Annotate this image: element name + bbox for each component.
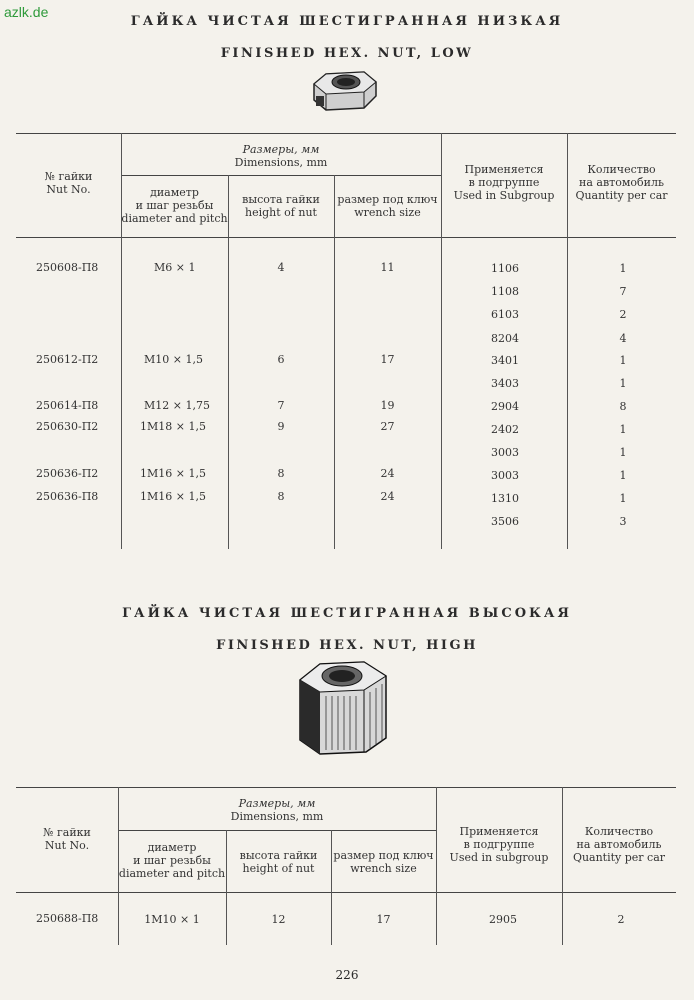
wrench-size: 19 bbox=[380, 399, 395, 412]
nut-number: 250688-П8 bbox=[36, 912, 99, 925]
quantity: 4 bbox=[619, 332, 627, 345]
subgroup: 6103 bbox=[491, 308, 519, 321]
nut-number: 250608-П8 bbox=[36, 261, 99, 274]
subgroup: 2402 bbox=[491, 423, 519, 436]
wrench-size: 24 bbox=[380, 467, 395, 480]
header-height: высота гайки height of nut bbox=[239, 849, 318, 875]
nut-height: 9 bbox=[277, 420, 285, 433]
subgroup: 3003 bbox=[491, 446, 519, 459]
header-wrench: размер под ключ wrench size bbox=[337, 193, 438, 219]
subgroup: 3401 bbox=[491, 354, 519, 367]
nut-height: 4 bbox=[277, 261, 285, 274]
wrench-size: 24 bbox=[380, 490, 395, 503]
quantity: 1 bbox=[619, 492, 627, 505]
header-used-in: Применяется в подгруппе Used in Subgroup bbox=[453, 163, 555, 202]
header-used-in: Применяется в подгруппе Used in subgroup bbox=[449, 825, 549, 864]
thread-size: M12 × 1,75 bbox=[144, 399, 210, 412]
nut-height: 8 bbox=[277, 467, 285, 480]
thread-size: 1M16 × 1,5 bbox=[140, 467, 206, 480]
subgroup: 3003 bbox=[491, 469, 519, 482]
header-dimensions: Размеры, мм Dimensions, mm bbox=[234, 143, 328, 169]
quantity: 1 bbox=[619, 446, 627, 459]
section1-title-ru: ГАЙКА ЧИСТАЯ ШЕСТИГРАННАЯ НИЗКАЯ bbox=[130, 14, 564, 29]
nut-number: 250636-П8 bbox=[36, 490, 99, 503]
subgroup: 1108 bbox=[491, 285, 519, 298]
subgroup: 8204 bbox=[491, 332, 519, 345]
header-quantity: Количество на автомобиль Quantity per car bbox=[575, 163, 668, 202]
quantity: 1 bbox=[619, 262, 627, 275]
quantity: 1 bbox=[619, 469, 627, 482]
section2-title-en: FINISHED HEX. NUT, HIGH bbox=[216, 638, 478, 653]
header-wrench: размер под ключ wrench size bbox=[333, 849, 434, 875]
header-nut-no: № гайки Nut No. bbox=[43, 826, 91, 852]
thread-size: M10 × 1,5 bbox=[144, 353, 203, 366]
quantity: 2 bbox=[619, 308, 627, 321]
nut-number: 250614-П8 bbox=[36, 399, 99, 412]
nut-number: 250636-П2 bbox=[36, 467, 99, 480]
thread-size: 1M16 × 1,5 bbox=[140, 490, 206, 503]
wrench-size: 27 bbox=[380, 420, 395, 433]
nut-height: 12 bbox=[271, 913, 286, 926]
quantity: 1 bbox=[619, 354, 627, 367]
wrench-size: 17 bbox=[376, 913, 391, 926]
low-nut-illustration bbox=[310, 66, 380, 116]
nut-number: 250612-П2 bbox=[36, 353, 99, 366]
watermark: azlk.de bbox=[4, 4, 49, 20]
subgroup: 1310 bbox=[491, 492, 519, 505]
thread-size: 1M10 × 1 bbox=[144, 913, 200, 926]
header-diameter: диаметр и шаг резьбы diameter and pitch bbox=[121, 186, 228, 225]
wrench-size: 17 bbox=[380, 353, 395, 366]
subgroup: 2905 bbox=[489, 913, 517, 926]
quantity: 8 bbox=[619, 400, 627, 413]
quantity: 2 bbox=[617, 913, 625, 926]
subgroup: 2904 bbox=[491, 400, 519, 413]
nut-height: 6 bbox=[277, 353, 285, 366]
header-dimensions: Размеры, мм Dimensions, mm bbox=[230, 797, 324, 823]
header-height: высота гайки height of nut bbox=[242, 193, 320, 219]
section1-title-en: FINISHED HEX. NUT, LOW bbox=[220, 46, 474, 61]
nut-number: 250630-П2 bbox=[36, 420, 99, 433]
header-nut-no: № гайки Nut No. bbox=[44, 170, 93, 196]
wrench-size: 11 bbox=[380, 261, 395, 274]
subgroup: 3403 bbox=[491, 377, 519, 390]
header-diameter: диаметр и шаг резьбы diameter and pitch bbox=[118, 841, 226, 880]
thread-size: M6 × 1 bbox=[154, 261, 196, 274]
quantity: 7 bbox=[619, 285, 627, 298]
thread-size: 1M18 × 1,5 bbox=[140, 420, 206, 433]
page-number: 226 bbox=[335, 968, 359, 982]
nut-height: 8 bbox=[277, 490, 285, 503]
quantity: 3 bbox=[619, 515, 627, 528]
section2-title-ru: ГАЙКА ЧИСТАЯ ШЕСТИГРАННАЯ ВЫСОКАЯ bbox=[122, 606, 572, 621]
quantity: 1 bbox=[619, 423, 627, 436]
quantity: 1 bbox=[619, 377, 627, 390]
subgroup: 1106 bbox=[491, 262, 519, 275]
high-nut-illustration bbox=[294, 656, 392, 760]
subgroup: 3506 bbox=[491, 515, 519, 528]
header-quantity: Количество на автомобиль Quantity per car bbox=[572, 825, 666, 864]
nut-height: 7 bbox=[277, 399, 285, 412]
